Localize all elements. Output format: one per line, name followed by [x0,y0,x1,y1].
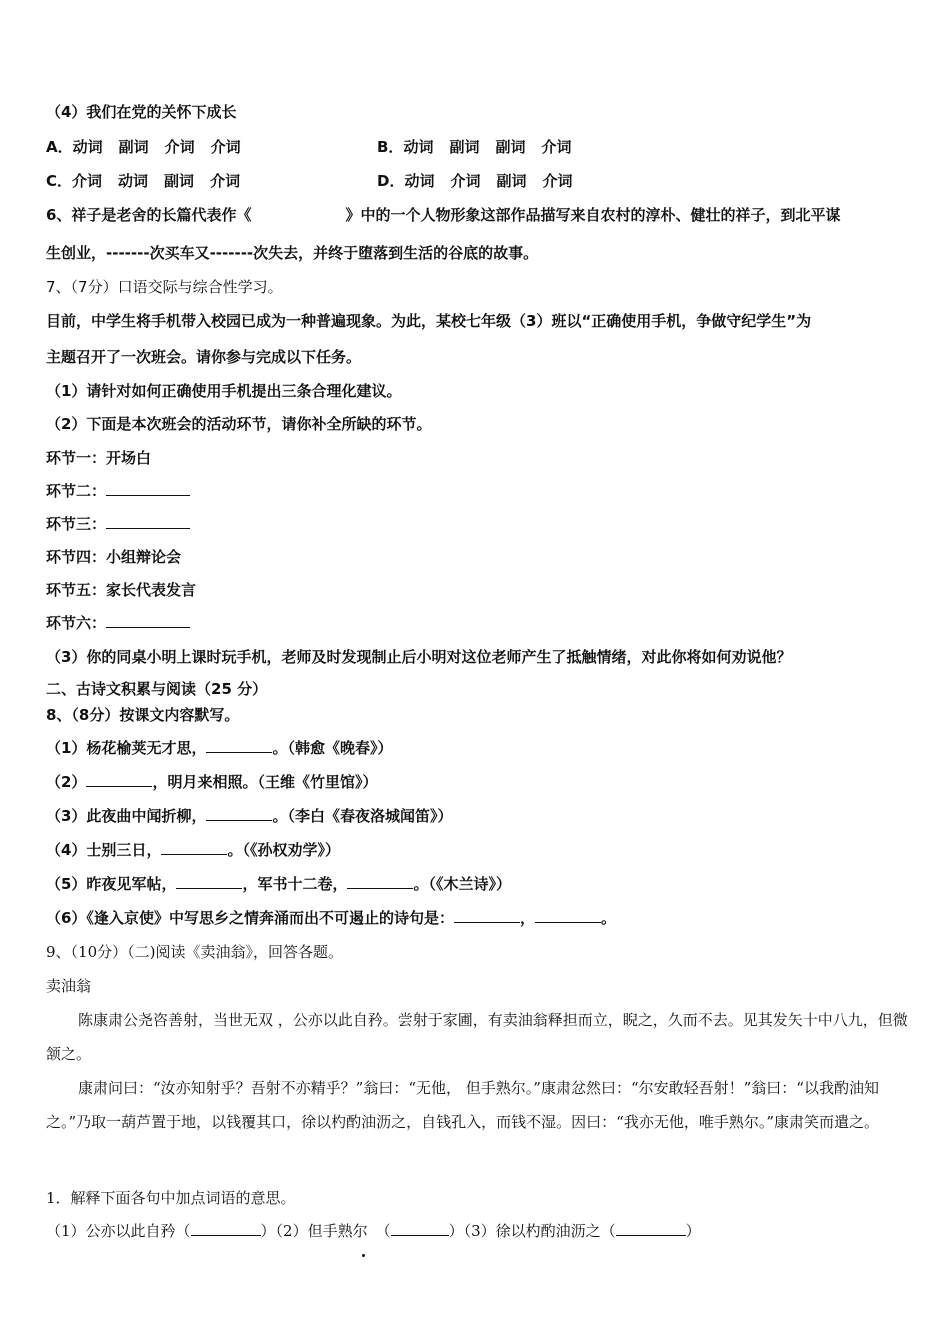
q9-sub1-items [46,1221,701,1241]
q6-line1 [46,205,840,225]
q8-text: （1）杨花榆荚无才思， [46,739,207,757]
passage-heading: 卖油翁 [46,977,92,995]
option-word: 介词 [210,138,241,156]
answer-blank[interactable] [176,874,242,889]
q8-text: ，明月来相照。（王维《竹里馆》） [152,773,378,791]
q8-text: （3）此夜曲中闻折柳， [46,807,207,825]
q7-step1: 环节一：开场白 [46,449,152,467]
q8-text: 。（《孙权劝学》） [227,841,340,859]
option-word: 介词 [450,172,481,190]
q7-intro-line2: 主题召开了一次班会。请你参与完成以下任务。 [46,348,362,366]
q8-line5 [46,874,511,894]
q6-line2: 生创业，-------次买车又-------次失去，并终于堕落到生活的谷底的故事。 [46,244,539,262]
q7-task3: （3）你的同桌小明上课时玩手机，老师及时发现制止后小明对这位老师产生了抵触情绪，对此你将如何劝说他？ [46,648,792,666]
q8-line4 [46,840,340,860]
q8-line3 [46,806,452,826]
answer-blank[interactable] [106,514,190,529]
q8-text: ，军书十二卷， [242,875,348,893]
passage-paragraph-2: 康肃问曰：“汝亦知射乎？吾射不亦精乎？”翁曰：“无他， 但手熟尔。”康肃忿然曰：“尔安敢轻吾射！”翁曰：“以我酌油知之。”乃取一葫芦置于地，以钱覆其口，徐以杓酌油沥之，自钱孔入，而钱不湿。因曰：“我亦无他，唯手熟尔。”康肃笑而遣之。 [46,1079,880,1131]
step-label: 环节三： [46,515,107,533]
q9-title: 9、（10分）（二)阅读《卖油翁》，回答各题。 [46,943,343,961]
q8-text: 。 [600,909,616,927]
option-word: 介词 [72,172,103,190]
q5-item4: （4）我们在党的关怀下成长 [46,103,237,121]
answer-blank[interactable] [191,1221,261,1236]
q6-text-b: 》中的一个人物形象这部作品描写来自农村的淳朴、健壮的祥子，到北平谋 [345,206,841,224]
answer-blank[interactable] [106,613,190,628]
q8-text: （4）士别三日， [46,841,162,859]
q8-title: 8、（8分）按课文内容默写。 [46,706,240,724]
q7-step2 [46,481,190,501]
q7-step4: 环节四：小组辩论会 [46,548,182,566]
answer-blank[interactable] [391,1221,449,1236]
q8-text: 。（《木兰诗》） [413,875,511,893]
q8-line1 [46,738,392,758]
answer-blank[interactable] [454,908,520,923]
option-word: 动词 [403,138,434,156]
option-word: 介词 [542,172,573,190]
option-c[interactable] [46,171,240,191]
sub-text: （1）公亦以此自矜（ [46,1222,191,1240]
option-word: 动词 [72,138,103,156]
q7-intro-line1: 目前，中学生将手机带入校园已成为一种普遍现象。为此，某校七年级（3）班以“正确使用手机，争做守纪学生”为 [46,312,812,330]
option-b[interactable] [377,137,572,157]
option-word: 副词 [496,172,527,190]
q8-text: 。（韩愈《晚春》） [272,739,393,757]
option-letter: D． [377,172,405,190]
option-a[interactable] [46,137,241,157]
answer-blank[interactable] [161,840,227,855]
q8-text: （5）昨夜见军帖， [46,875,177,893]
q7-step5: 环节五：家长代表发言 [46,581,197,599]
option-word: 副词 [164,172,195,190]
option-d[interactable] [377,171,573,191]
sub-text: ）（3）徐以杓酌油沥之（ [448,1222,616,1240]
q8-text: ， [519,909,535,927]
answer-blank[interactable] [347,874,413,889]
option-letter: B． [377,138,404,156]
option-word: 副词 [118,138,149,156]
answer-blank[interactable] [206,738,272,753]
q6-text-a: 6、祥子是老舍的长篇代表作《 [46,206,252,224]
sub-text: ）（2）但手熟尔 [260,1222,368,1240]
q8-text: （2） [46,773,87,791]
option-letter: A． [46,138,73,156]
q7-task2: （2）下面是本次班会的活动环节，请你补全所缺的环节。 [46,415,432,433]
option-word: 介词 [210,172,241,190]
q8-line2 [46,772,377,792]
q8-text: （6）《逢入京使》中写思乡之情奔涌而出不可遏止的诗句是： [46,909,454,927]
sub-text: （ [375,1222,391,1240]
option-word: 副词 [449,138,480,156]
step-label: 环节六： [46,614,107,632]
sub-text: ） [685,1222,701,1240]
q7-task1: （1）请针对如何正确使用手机提出三条合理化建议。 [46,382,402,400]
q7-step3 [46,514,190,534]
option-word: 副词 [495,138,526,156]
answer-blank[interactable] [106,481,190,496]
q9-sub1: 1．解释下面各句中加点词语的意思。 [46,1189,296,1207]
passage-paragraph-1: 陈康肃公尧咨善射，当世无双 ，公亦以此自矜。尝射于家圃，有卖油翁释担而立，睨之，久而不去。见其发矢十中八九，但微颔之。 [46,1011,908,1063]
option-word: 介词 [541,138,572,156]
option-word: 动词 [404,172,435,190]
q7-step6 [46,613,190,633]
answer-blank[interactable] [616,1221,686,1236]
answer-blank[interactable] [206,806,272,821]
answer-blank[interactable] [86,772,152,787]
step-label: 环节二： [46,482,107,500]
option-letter: C． [46,172,73,190]
q8-text: 。（李白《春夜洛城闻笛》） [272,807,453,825]
option-word: 动词 [118,172,149,190]
section-2-heading: 二、古诗文积累与阅读（25 分） [46,680,268,698]
q7-title: 7、（7分）口语交际与综合性学习。 [46,278,283,296]
answer-blank[interactable] [535,908,601,923]
q8-line6 [46,908,616,928]
option-word: 介词 [164,138,195,156]
